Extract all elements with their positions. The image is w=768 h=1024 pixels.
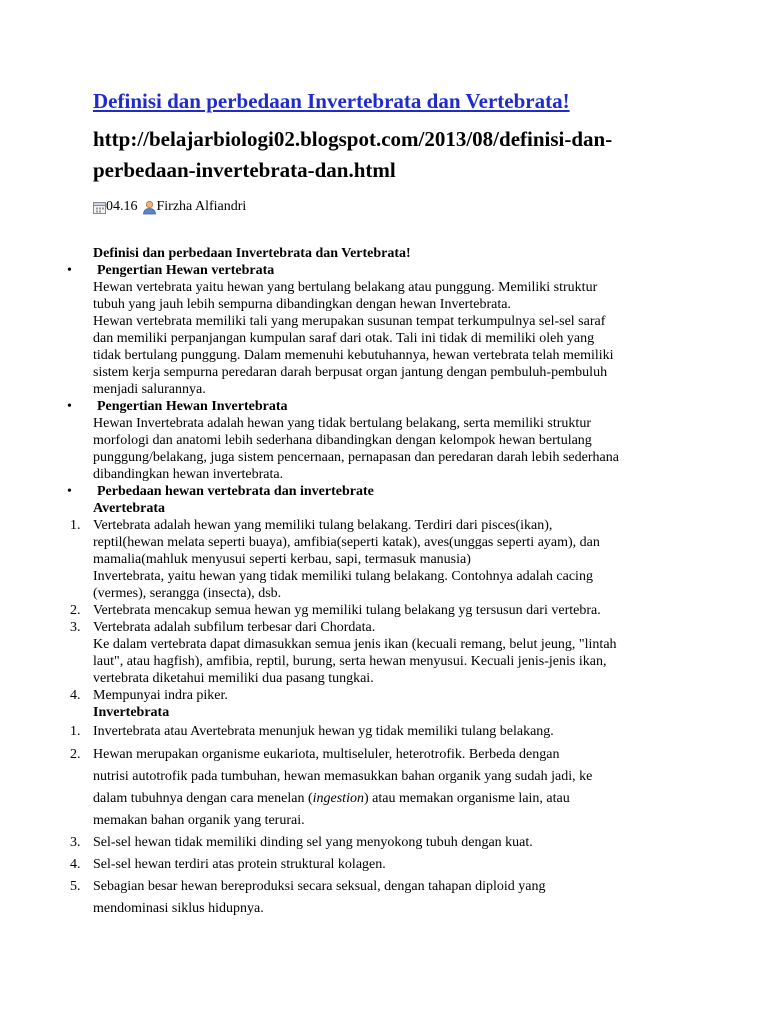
post-meta <box>93 198 246 216</box>
list-line: Vertebrata mencakup semua hewan yg memiliki tulang belakang yg tersusun dari vertebra. <box>93 603 601 618</box>
section-line: Hewan vertebrata memiliki tali yang merupakan susunan tempat terkumpulnya sel-sel saraf <box>93 314 606 329</box>
italic-term: ingestion <box>312 791 364 806</box>
list-line: Vertebrata adalah hewan yang memiliki tulang belakang. Terdiri dari pisces(ikan), <box>93 518 553 533</box>
section-heading: Pengertian Hewan vertebrata <box>97 263 275 278</box>
subheading-avertebrata: Avertebrata <box>93 501 166 516</box>
list-line: Sel-sel hewan tidak memiliki dinding sel yang menyokong tubuh dengan kuat. <box>93 835 533 850</box>
list-line: vertebrata diketahui memiliki dua pasang tungkai. <box>93 671 374 686</box>
list-item <box>0 619 768 687</box>
list-line: memakan bahan organik yang terurai. <box>93 813 305 828</box>
list-line: mamalia(mahluk menyusui seperti kerbau, sapi, termasuk manusia) <box>93 552 471 567</box>
section-heading: Pengertian Hewan Invertebrata <box>97 399 288 414</box>
user-icon <box>142 200 157 215</box>
list-line: Mempunyai indra piker. <box>93 688 228 703</box>
section-line: dibandingkan hewan invertebrata. <box>93 467 284 482</box>
article-body <box>0 245 768 920</box>
list-line: Sel-sel hewan terdiri atas protein struktural kolagen. <box>93 857 386 872</box>
bullet-section-perbedaan <box>0 483 768 517</box>
bullet: • <box>67 484 72 499</box>
section-line: Hewan Invertebrata adalah hewan yang tidak bertulang belakang, serta memiliki struktur <box>93 416 591 431</box>
article-title-link[interactable]: Definisi dan perbedaan Invertebrata dan Vertebrata! <box>93 89 570 113</box>
intro-heading: Definisi dan perbedaan Invertebrata dan Vertebrata! <box>93 246 411 261</box>
list-line: Invertebrata atau Avertebrata menunjuk hewan yg tidak memiliki tulang belakang. <box>93 724 554 739</box>
list-item <box>0 517 768 602</box>
list-item <box>0 832 768 854</box>
source-url <box>93 124 733 186</box>
url-line-1: http://belajarbiologi02.blogspot.com/2013/08/definisi-dan- <box>93 127 613 151</box>
list-line <box>93 788 708 810</box>
list-item <box>0 876 768 920</box>
list-number: 1. <box>70 518 81 533</box>
list-line: Invertebrata, yaitu hewan yang tidak memiliki tulang belakang. Contohnya adalah cacing <box>93 569 593 584</box>
list-line: Ke dalam vertebrata dapat dimasukkan semua jenis ikan (kecuali remang, belut jeung, "lintah <box>93 637 617 652</box>
section-line: tidak bertulang punggung. Dalam memenuhi kebutuhannya, hewan vertebrata telah memiliki <box>93 348 614 363</box>
section-heading: Perbedaan hewan vertebrata dan invertebrate <box>97 484 374 499</box>
bullet-section-invertebrata <box>0 398 768 483</box>
list-number: 4. <box>70 857 81 872</box>
list-number: 4. <box>70 688 81 703</box>
section-line: dan memiliki perpanjangan kumpulan saraf dari otak. Tali ini tidak di memiliki oleh yang <box>93 331 595 346</box>
list-line: Vertebrata adalah subfilum terbesar dari Chordata. <box>93 620 376 635</box>
bullet-section-vertebrata <box>0 262 768 398</box>
list-item <box>0 854 768 876</box>
url-line-2: perbedaan-invertebrata-dan.html <box>93 158 396 182</box>
list-number: 2. <box>70 747 81 762</box>
post-time: 04.16 <box>106 199 138 214</box>
list-number: 1. <box>70 724 81 739</box>
section-line: morfologi dan anatomi lebih sederhana dibandingkan dengan kelompok hewan bertulang <box>93 433 592 448</box>
list-number: 2. <box>70 603 81 618</box>
list-line: mendominasi siklus hidupnya. <box>93 901 264 916</box>
list-text: dalam tubuhnya dengan cara menelan ( <box>93 791 313 806</box>
section-line: punggung/belakang, juga sistem pencernaan, pernapasan dan peredaran darah lebih sederhana <box>93 450 619 465</box>
calendar-icon <box>93 201 106 214</box>
list-line: laut", atau hagfish), amfibia, reptil, burung, serta hewan menyusui. Kecuali jenis-jenis ikan, <box>93 654 607 669</box>
list-item <box>0 723 768 740</box>
post-author[interactable]: Firzha Alfiandri <box>156 199 247 214</box>
section-line: menjadi salurannya. <box>93 382 206 397</box>
list-line: Sebagian besar hewan bereproduksi secara seksual, dengan tahapan diploid yang <box>93 879 546 894</box>
list-item <box>0 687 768 704</box>
list-line: Hewan merupakan organisme eukariota, multiseluler, heterotrofik. Berbeda dengan <box>93 747 560 762</box>
bullet: • <box>67 263 72 278</box>
subheading-invertebrata: Invertebrata <box>93 705 170 720</box>
list-line: nutrisi autotrofik pada tumbuhan, hewan memasukkan bahan organik yang sudah jadi, ke <box>93 769 593 784</box>
list-line: reptil(hewan melata seperti buaya), amfibia(seperti katak), aves(unggas seperti ayam), dan <box>93 535 600 550</box>
list-item <box>0 602 768 619</box>
list-number: 3. <box>70 620 81 635</box>
list-text: ) atau memakan organisme lain, atau <box>363 791 570 806</box>
bullet: • <box>67 399 72 414</box>
list-number: 5. <box>70 879 81 894</box>
section-line: tubuh yang jauh lebih sempurna dibandingkan dengan hewan Invertebrata. <box>93 297 511 312</box>
list-line: (vermes), serangga (insecta), dsb. <box>93 586 282 601</box>
section-line: Hewan vertebrata yaitu hewan yang bertulang belakang atau punggung. Memiliki struktur <box>93 280 598 295</box>
section-line: sistem kerja sempurna peredaran darah berpusat organ jantung dengan pembuluh-pembuluh <box>93 365 608 380</box>
list-item <box>0 744 768 832</box>
list-number: 3. <box>70 835 81 850</box>
